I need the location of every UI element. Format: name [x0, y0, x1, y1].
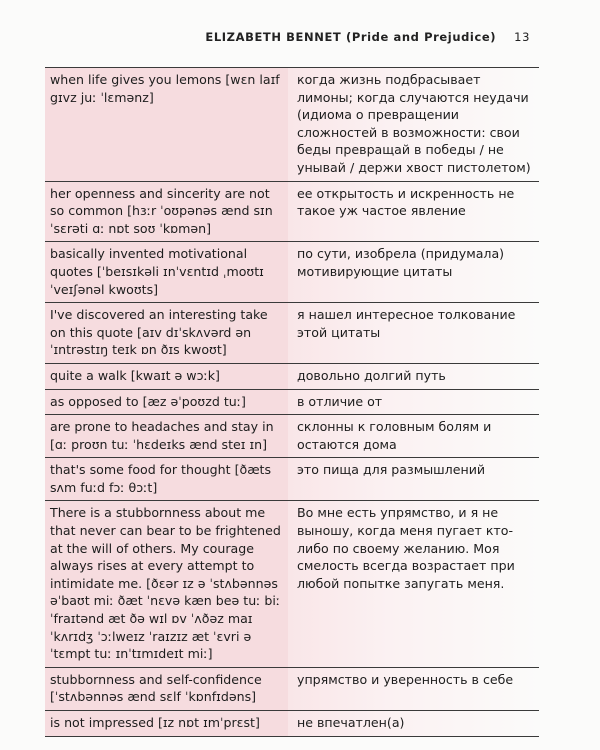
- russian-translation: по сути, изобрела (придумала) мотивирующие цитаты: [288, 242, 539, 303]
- russian-translation: довольно долгий путь: [288, 363, 539, 389]
- table-row: [45, 303, 539, 364]
- page-number: 13: [514, 30, 530, 44]
- table-row: [45, 242, 539, 303]
- english-phrase: her openness and sincerity are not so common [hɜːr ˈoʊpənəs ænd sɪnˈsɛrəti ɑː nɒt soʊ ˈkɒmən]: [45, 181, 288, 242]
- english-phrase: basically invented motivational quotes [ˈbeɪsɪkəli ɪnˈvɛntɪd ˌmoʊtɪˈveɪʃənəl kwoʊts]: [45, 242, 288, 303]
- russian-translation: в отличие от: [288, 389, 539, 415]
- russian-translation: склонны к головным болям и остаются дома: [288, 415, 539, 458]
- english-phrase: is not impressed [ɪz nɒt ɪmˈprɛst]: [45, 711, 288, 737]
- table-row: [45, 363, 539, 389]
- english-phrase: There is a stubbornness about me that never can bear to be frightened at the will of others. My courage always rises at every attempt to intimidate me. [ðɛər ɪz ə ˈstʌbənnəs əˈbaʊt miː ðæt ˈnɛvə kæn beə tuː biː ˈfraɪtənd æt ðə wɪl ɒv ˈʌðəz maɪ ˈkʌrɪdʒ ˈɔːlweɪz ˈraɪzɪz æt ˈɛvri əˈtɛmpt tuː ɪnˈtɪmɪdeɪt miː]: [45, 501, 288, 667]
- russian-translation: это пища для размышлений: [288, 458, 539, 501]
- english-phrase: quite a walk [kwaɪt ə wɔːk]: [45, 363, 288, 389]
- table-row: [45, 389, 539, 415]
- table-row: [45, 181, 539, 242]
- russian-translation: не впечатлен(а): [288, 711, 539, 737]
- table-row: [45, 415, 539, 458]
- table-row: [45, 68, 539, 182]
- russian-translation: Во мне есть упрямство, и я не выношу, когда меня пугает кто-либо по своему желанию. Моя смелость всегда возрастает при любой попытке запугать меня.: [288, 501, 539, 667]
- english-phrase: I've discovered an interesting take on this quote [aɪv dɪˈskʌvərd ən ˈɪntrəstɪŋ teɪk ɒn ðɪs kwoʊt]: [45, 303, 288, 364]
- english-phrase: are prone to headaches and stay in [ɑː proʊn tuː ˈhɛdeɪks ænd steɪ ɪn]: [45, 415, 288, 458]
- english-phrase: when life gives you lemons [wɛn laɪf gɪvz juː ˈlɛmənz]: [45, 68, 288, 182]
- running-header: [45, 30, 530, 44]
- vocabulary-table: [45, 67, 539, 737]
- russian-translation: я нашел интересное толкование этой цитаты: [288, 303, 539, 364]
- english-phrase: as opposed to [æz əˈpoʊzd tuː]: [45, 389, 288, 415]
- table-row: [45, 501, 539, 667]
- english-phrase: that's some food for thought [ðæts sʌm fuːd fɔː θɔːt]: [45, 458, 288, 501]
- russian-translation: когда жизнь подбрасывает лимоны; когда случаются неудачи (идиома о превращении сложностей в возможности: свои беды превращай в победы / не унывай / держи хвост пистолетом): [288, 68, 539, 182]
- chapter-title: ELIZABETH BENNET (Pride and Prejudice): [205, 30, 497, 44]
- table-row: [45, 458, 539, 501]
- russian-translation: ее открытость и искренность не такое уж частое явление: [288, 181, 539, 242]
- table-row: [45, 667, 539, 710]
- russian-translation: упрямство и уверенность в себе: [288, 667, 539, 710]
- english-phrase: stubbornness and self-confidence [ˈstʌbənnəs ænd sɛlf ˈkɒnfɪdəns]: [45, 667, 288, 710]
- table-row: [45, 711, 539, 737]
